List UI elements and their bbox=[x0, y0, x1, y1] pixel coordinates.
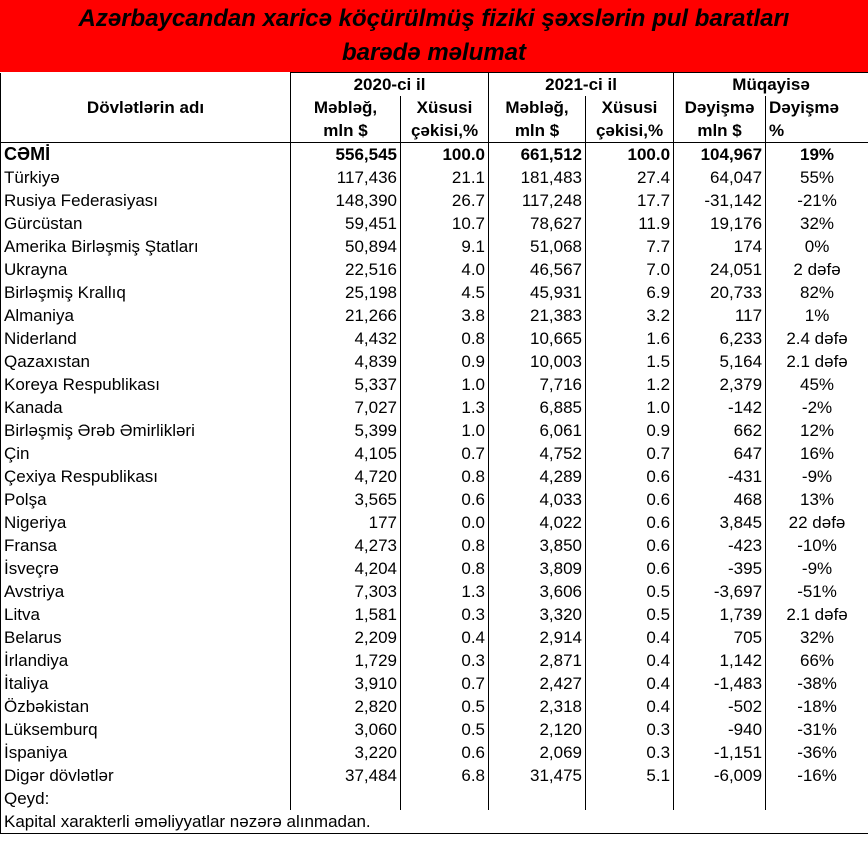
cell-change-percent: -36% bbox=[766, 741, 868, 764]
cell-country: CƏMİ bbox=[1, 143, 291, 167]
cell-amount-2021: 3,850 bbox=[489, 534, 586, 557]
cell-amount-2021: 3,606 bbox=[489, 580, 586, 603]
cell-amount-2021: 3,320 bbox=[489, 603, 586, 626]
table-row bbox=[1, 373, 868, 396]
cell-country: Almaniya bbox=[1, 304, 291, 327]
cell-country: Qazaxıstan bbox=[1, 350, 291, 373]
table-row bbox=[1, 672, 868, 695]
cell-amount-2021: 46,567 bbox=[489, 258, 586, 281]
cell-change-percent: -31% bbox=[766, 718, 868, 741]
cell-share-2021: 1.2 bbox=[586, 373, 674, 396]
header-unit-amount-2020: mln $ bbox=[291, 119, 401, 143]
header-row-units bbox=[1, 119, 868, 143]
cell-amount-2021: 2,914 bbox=[489, 626, 586, 649]
cell-change-percent: -38% bbox=[766, 672, 868, 695]
cell-change-amount: 1,142 bbox=[674, 649, 766, 672]
cell-amount-2020: 37,484 bbox=[291, 764, 401, 787]
cell-share-2020: 4.0 bbox=[401, 258, 489, 281]
header-share-2020: Xüsusi bbox=[401, 96, 489, 119]
cell-share-2021: 0.7 bbox=[586, 442, 674, 465]
cell-share-2020: 100.0 bbox=[401, 143, 489, 167]
cell-share-2021: 0.6 bbox=[586, 511, 674, 534]
header-year-2021: 2021-ci il bbox=[489, 73, 674, 97]
cell-change-amount: -940 bbox=[674, 718, 766, 741]
cell-change-amount: 104,967 bbox=[674, 143, 766, 167]
cell-country: İrlandiya bbox=[1, 649, 291, 672]
cell-share-2020: 9.1 bbox=[401, 235, 489, 258]
cell-amount-2020: 5,337 bbox=[291, 373, 401, 396]
cell-amount-2021: 2,069 bbox=[489, 741, 586, 764]
cell-change-amount: 19,176 bbox=[674, 212, 766, 235]
cell-share-2020: 0.5 bbox=[401, 718, 489, 741]
cell-amount-2021: 661,512 bbox=[489, 143, 586, 167]
cell-change-amount: 5,164 bbox=[674, 350, 766, 373]
cell-share-2020: 0.3 bbox=[401, 603, 489, 626]
cell-amount-2021: 51,068 bbox=[489, 235, 586, 258]
table-row bbox=[1, 350, 868, 373]
cell-share-2021: 0.6 bbox=[586, 534, 674, 557]
cell-change-percent: 13% bbox=[766, 488, 868, 511]
cell-amount-2021: 10,003 bbox=[489, 350, 586, 373]
cell-country: İspaniya bbox=[1, 741, 291, 764]
cell-amount-2020: 4,839 bbox=[291, 350, 401, 373]
cell-country: İtaliya bbox=[1, 672, 291, 695]
cell-change-percent: 1% bbox=[766, 304, 868, 327]
cell-country: Lüksemburq bbox=[1, 718, 291, 741]
cell-share-2020: 0.6 bbox=[401, 741, 489, 764]
cell-change-amount: -6,009 bbox=[674, 764, 766, 787]
table-row bbox=[1, 718, 868, 741]
cell-share-2020: 0.7 bbox=[401, 442, 489, 465]
table-row bbox=[1, 603, 868, 626]
cell-change-amount: 174 bbox=[674, 235, 766, 258]
header-comparison: Müqayisə bbox=[674, 73, 868, 97]
cell-change-amount: 647 bbox=[674, 442, 766, 465]
cell-change-percent: -21% bbox=[766, 189, 868, 212]
cell-change-percent: -9% bbox=[766, 465, 868, 488]
cell-amount-2021: 6,885 bbox=[489, 396, 586, 419]
cell-change-amount: -431 bbox=[674, 465, 766, 488]
cell-change-percent: 66% bbox=[766, 649, 868, 672]
table-row bbox=[1, 465, 868, 488]
cell-country: Rusiya Federasiyası bbox=[1, 189, 291, 212]
table-row bbox=[1, 304, 868, 327]
cell-share-2020: 0.8 bbox=[401, 465, 489, 488]
cell-share-2021: 0.5 bbox=[586, 603, 674, 626]
header-row-labels bbox=[1, 96, 868, 119]
cell-share-2021: 0.9 bbox=[586, 419, 674, 442]
cell-share-2021: 0.6 bbox=[586, 557, 674, 580]
cell-change-percent: -16% bbox=[766, 764, 868, 787]
cell-amount-2020: 59,451 bbox=[291, 212, 401, 235]
cell-amount-2020: 3,220 bbox=[291, 741, 401, 764]
cell-amount-2020: 556,545 bbox=[291, 143, 401, 167]
cell-amount-2020: 1,581 bbox=[291, 603, 401, 626]
header-amount-2020: Məbləğ, bbox=[291, 96, 401, 119]
cell-amount-2021: 3,809 bbox=[489, 557, 586, 580]
cell-share-2021: 1.0 bbox=[586, 396, 674, 419]
cell-amount-2021: 2,120 bbox=[489, 718, 586, 741]
cell-amount-2020: 5,399 bbox=[291, 419, 401, 442]
cell-amount-2021: 10,665 bbox=[489, 327, 586, 350]
cell-share-2021: 27.4 bbox=[586, 166, 674, 189]
table-row bbox=[1, 258, 868, 281]
cell-change-amount: 64,047 bbox=[674, 166, 766, 189]
cell-share-2021: 0.4 bbox=[586, 626, 674, 649]
cell-amount-2020: 21,266 bbox=[291, 304, 401, 327]
cell-change-percent: 2 dəfə bbox=[766, 258, 868, 281]
cell-amount-2020: 4,105 bbox=[291, 442, 401, 465]
header-unit-share-2020: çəkisi,% bbox=[401, 119, 489, 143]
table-row bbox=[1, 327, 868, 350]
cell-country: Belarus bbox=[1, 626, 291, 649]
cell-share-2020: 0.9 bbox=[401, 350, 489, 373]
report-title-line-2: barədə məlumat bbox=[341, 39, 527, 66]
note-label: Qeyd: bbox=[1, 787, 291, 810]
cell-amount-2020: 3,060 bbox=[291, 718, 401, 741]
cell-amount-2020: 3,910 bbox=[291, 672, 401, 695]
cell-change-amount: 6,233 bbox=[674, 327, 766, 350]
cell-share-2021: 11.9 bbox=[586, 212, 674, 235]
cell-share-2021: 0.5 bbox=[586, 580, 674, 603]
cell-amount-2021: 7,716 bbox=[489, 373, 586, 396]
cell-share-2020: 1.3 bbox=[401, 580, 489, 603]
table-row bbox=[1, 649, 868, 672]
cell-change-percent: 2.1 dəfə bbox=[766, 603, 868, 626]
cell-amount-2021: 4,022 bbox=[489, 511, 586, 534]
cell-country: Nigeriya bbox=[1, 511, 291, 534]
cell-change-amount: -1,483 bbox=[674, 672, 766, 695]
table-row bbox=[1, 626, 868, 649]
cell-country: Birləşmiş Ərəb Əmirlikləri bbox=[1, 419, 291, 442]
report-title bbox=[0, 0, 868, 72]
cell-amount-2020: 22,516 bbox=[291, 258, 401, 281]
cell-share-2021: 100.0 bbox=[586, 143, 674, 167]
table-row bbox=[1, 511, 868, 534]
header-blank bbox=[1, 73, 291, 97]
cell-amount-2020: 1,729 bbox=[291, 649, 401, 672]
cell-country: Polşa bbox=[1, 488, 291, 511]
header-blank-units bbox=[1, 119, 291, 143]
table-row-total bbox=[1, 143, 868, 167]
cell-share-2020: 1.0 bbox=[401, 373, 489, 396]
header-unit-amount-2021: mln $ bbox=[489, 119, 586, 143]
cell-amount-2020: 4,432 bbox=[291, 327, 401, 350]
cell-change-percent: 0% bbox=[766, 235, 868, 258]
cell-country: Çin bbox=[1, 442, 291, 465]
cell-change-amount: -142 bbox=[674, 396, 766, 419]
cell-amount-2021: 2,871 bbox=[489, 649, 586, 672]
cell-country: Türkiyə bbox=[1, 166, 291, 189]
cell-change-amount: -3,697 bbox=[674, 580, 766, 603]
header-change-amount: Dəyişmə bbox=[674, 96, 766, 119]
table-row bbox=[1, 419, 868, 442]
cell-amount-2020: 4,273 bbox=[291, 534, 401, 557]
remittance-table bbox=[0, 72, 868, 834]
cell-amount-2021: 31,475 bbox=[489, 764, 586, 787]
cell-country: Kanada bbox=[1, 396, 291, 419]
cell-share-2020: 26.7 bbox=[401, 189, 489, 212]
cell-amount-2021: 181,483 bbox=[489, 166, 586, 189]
cell-change-percent: -9% bbox=[766, 557, 868, 580]
cell-amount-2021: 78,627 bbox=[489, 212, 586, 235]
cell-change-amount: 24,051 bbox=[674, 258, 766, 281]
cell-change-amount: 117 bbox=[674, 304, 766, 327]
cell-change-amount: 2,379 bbox=[674, 373, 766, 396]
cell-amount-2020: 2,209 bbox=[291, 626, 401, 649]
cell-change-percent: 12% bbox=[766, 419, 868, 442]
cell-country: İsveçrə bbox=[1, 557, 291, 580]
table-row bbox=[1, 695, 868, 718]
cell-change-percent: 32% bbox=[766, 212, 868, 235]
cell-change-percent: 2.4 dəfə bbox=[766, 327, 868, 350]
cell-share-2021: 3.2 bbox=[586, 304, 674, 327]
cell-share-2020: 0.5 bbox=[401, 695, 489, 718]
cell-share-2020: 0.8 bbox=[401, 557, 489, 580]
cell-share-2020: 0.6 bbox=[401, 488, 489, 511]
header-change-percent: Dəyişmə bbox=[766, 96, 868, 119]
cell-change-percent: -51% bbox=[766, 580, 868, 603]
report-title-line-1: Azərbaycandan xaricə köçürülmüş fiziki şəxslərin pul baratları bbox=[78, 5, 790, 32]
cell-change-percent: -18% bbox=[766, 695, 868, 718]
table-row bbox=[1, 396, 868, 419]
cell-share-2021: 0.3 bbox=[586, 741, 674, 764]
cell-share-2021: 7.0 bbox=[586, 258, 674, 281]
cell-share-2021: 0.4 bbox=[586, 649, 674, 672]
cell-change-percent: 32% bbox=[766, 626, 868, 649]
cell-change-amount: 20,733 bbox=[674, 281, 766, 304]
cell-amount-2020: 7,303 bbox=[291, 580, 401, 603]
cell-share-2021: 1.5 bbox=[586, 350, 674, 373]
table-row bbox=[1, 557, 868, 580]
cell-change-percent: -10% bbox=[766, 534, 868, 557]
note-row-text bbox=[1, 810, 868, 834]
cell-amount-2021: 2,318 bbox=[489, 695, 586, 718]
table-row bbox=[1, 741, 868, 764]
cell-change-amount: 1,739 bbox=[674, 603, 766, 626]
cell-amount-2020: 4,204 bbox=[291, 557, 401, 580]
cell-amount-2020: 25,198 bbox=[291, 281, 401, 304]
cell-amount-2020: 3,565 bbox=[291, 488, 401, 511]
table-row bbox=[1, 166, 868, 189]
table-body bbox=[1, 143, 868, 788]
cell-share-2021: 17.7 bbox=[586, 189, 674, 212]
header-year-2020: 2020-ci il bbox=[291, 73, 489, 97]
cell-share-2021: 5.1 bbox=[586, 764, 674, 787]
cell-country: Litva bbox=[1, 603, 291, 626]
cell-amount-2021: 4,033 bbox=[489, 488, 586, 511]
cell-country: Niderland bbox=[1, 327, 291, 350]
cell-share-2020: 6.8 bbox=[401, 764, 489, 787]
header-share-2021: Xüsusi bbox=[586, 96, 674, 119]
table-row bbox=[1, 764, 868, 787]
cell-share-2020: 3.8 bbox=[401, 304, 489, 327]
table-row bbox=[1, 235, 868, 258]
cell-change-amount: -31,142 bbox=[674, 189, 766, 212]
cell-amount-2021: 4,289 bbox=[489, 465, 586, 488]
cell-share-2021: 0.3 bbox=[586, 718, 674, 741]
cell-share-2020: 10.7 bbox=[401, 212, 489, 235]
cell-country: Amerika Birləşmiş Ştatları bbox=[1, 235, 291, 258]
table-row bbox=[1, 281, 868, 304]
cell-change-amount: 3,845 bbox=[674, 511, 766, 534]
cell-change-amount: 705 bbox=[674, 626, 766, 649]
table-row bbox=[1, 442, 868, 465]
cell-country: Gürcüstan bbox=[1, 212, 291, 235]
table-row bbox=[1, 488, 868, 511]
cell-change-percent: -2% bbox=[766, 396, 868, 419]
cell-country: Ukrayna bbox=[1, 258, 291, 281]
cell-change-amount: -502 bbox=[674, 695, 766, 718]
cell-share-2020: 0.8 bbox=[401, 534, 489, 557]
header-countries: Dövlətlərin adı bbox=[1, 96, 291, 119]
cell-country: Özbəkistan bbox=[1, 695, 291, 718]
cell-change-percent: 19% bbox=[766, 143, 868, 167]
note-row-label bbox=[1, 787, 868, 810]
cell-share-2020: 0.3 bbox=[401, 649, 489, 672]
cell-change-amount: 662 bbox=[674, 419, 766, 442]
cell-share-2020: 0.7 bbox=[401, 672, 489, 695]
cell-change-amount: 468 bbox=[674, 488, 766, 511]
cell-share-2020: 0.4 bbox=[401, 626, 489, 649]
cell-share-2020: 4.5 bbox=[401, 281, 489, 304]
table-notes bbox=[1, 787, 868, 834]
cell-share-2020: 1.3 bbox=[401, 396, 489, 419]
cell-amount-2020: 50,894 bbox=[291, 235, 401, 258]
cell-country: Digər dövlətlər bbox=[1, 764, 291, 787]
cell-change-amount: -395 bbox=[674, 557, 766, 580]
header-unit-change-percent: % bbox=[766, 119, 868, 143]
cell-change-amount: -423 bbox=[674, 534, 766, 557]
header-row-years bbox=[1, 73, 868, 97]
cell-amount-2020: 2,820 bbox=[291, 695, 401, 718]
cell-country: Avstriya bbox=[1, 580, 291, 603]
cell-amount-2021: 6,061 bbox=[489, 419, 586, 442]
header-amount-2021: Məbləğ, bbox=[489, 96, 586, 119]
cell-change-percent: 82% bbox=[766, 281, 868, 304]
cell-amount-2020: 148,390 bbox=[291, 189, 401, 212]
cell-change-percent: 55% bbox=[766, 166, 868, 189]
cell-share-2020: 21.1 bbox=[401, 166, 489, 189]
cell-amount-2021: 21,383 bbox=[489, 304, 586, 327]
table-row bbox=[1, 189, 868, 212]
cell-country: Çexiya Respublikası bbox=[1, 465, 291, 488]
cell-change-percent: 22 dəfə bbox=[766, 511, 868, 534]
cell-amount-2020: 117,436 bbox=[291, 166, 401, 189]
cell-share-2021: 0.6 bbox=[586, 488, 674, 511]
cell-amount-2021: 2,427 bbox=[489, 672, 586, 695]
cell-share-2021: 7.7 bbox=[586, 235, 674, 258]
cell-amount-2020: 4,720 bbox=[291, 465, 401, 488]
cell-change-percent: 16% bbox=[766, 442, 868, 465]
cell-share-2021: 0.4 bbox=[586, 672, 674, 695]
cell-share-2021: 0.4 bbox=[586, 695, 674, 718]
table-row bbox=[1, 212, 868, 235]
note-text: Kapital xarakterli əməliyyatlar nəzərə alınmadan. bbox=[1, 810, 868, 834]
cell-amount-2021: 117,248 bbox=[489, 189, 586, 212]
cell-country: Birləşmiş Krallıq bbox=[1, 281, 291, 304]
cell-country: Koreya Respublikası bbox=[1, 373, 291, 396]
cell-share-2020: 0.8 bbox=[401, 327, 489, 350]
table-row bbox=[1, 580, 868, 603]
header-unit-change-amount: mln $ bbox=[674, 119, 766, 143]
cell-share-2021: 1.6 bbox=[586, 327, 674, 350]
table-row bbox=[1, 534, 868, 557]
cell-share-2021: 0.6 bbox=[586, 465, 674, 488]
cell-amount-2021: 45,931 bbox=[489, 281, 586, 304]
cell-share-2020: 1.0 bbox=[401, 419, 489, 442]
cell-share-2020: 0.0 bbox=[401, 511, 489, 534]
cell-change-percent: 2.1 dəfə bbox=[766, 350, 868, 373]
cell-amount-2020: 7,027 bbox=[291, 396, 401, 419]
cell-amount-2020: 177 bbox=[291, 511, 401, 534]
cell-amount-2021: 4,752 bbox=[489, 442, 586, 465]
cell-share-2021: 6.9 bbox=[586, 281, 674, 304]
cell-change-amount: -1,151 bbox=[674, 741, 766, 764]
cell-change-percent: 45% bbox=[766, 373, 868, 396]
cell-country: Fransa bbox=[1, 534, 291, 557]
header-unit-share-2021: çəkisi,% bbox=[586, 119, 674, 143]
